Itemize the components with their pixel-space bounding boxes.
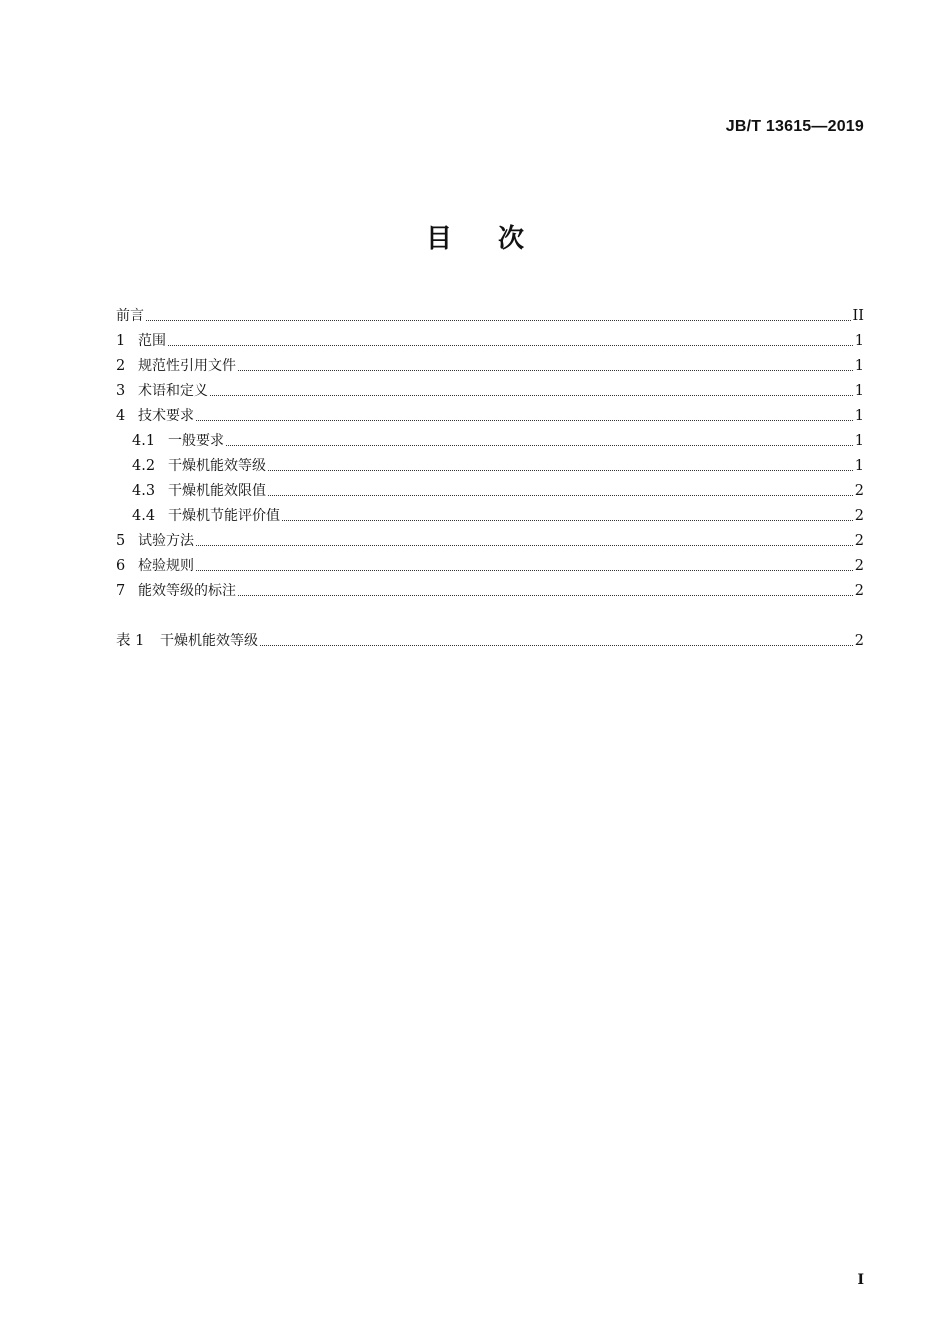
toc-entry-normative-references[interactable] [116,351,864,376]
toc-entry-page: 2 [854,508,864,524]
page-number: I [857,1272,864,1288]
toc-entry-label: 干燥机能效限值 [168,483,266,499]
toc-entry-label: 试验方法 [138,533,194,549]
toc-entry-page: 2 [854,533,864,549]
dot-leader [238,594,853,596]
dot-leader [196,419,853,421]
toc-entry-label: 能效等级的标注 [138,583,236,599]
toc-entry-page: 2 [854,583,864,599]
toc-entry-label: 前言 [116,308,144,324]
toc-entry-table-1[interactable] [116,626,864,651]
toc-entry-number: 7 [116,583,126,599]
toc-entry-number: 4.1 [132,433,156,449]
toc-entry-page: II [852,308,864,324]
table-of-contents [116,301,864,651]
toc-entry-number: 4.4 [132,508,156,524]
toc-entry-inspection-rules[interactable] [116,551,864,576]
dot-leader [268,494,853,496]
toc-entry-label: 检验规则 [138,558,194,574]
toc-entry-page: 1 [854,458,864,474]
toc-entry-page: 1 [854,408,864,424]
toc-entry-number: 6 [116,558,126,574]
toc-entry-number: 3 [116,383,126,399]
dot-leader [282,519,853,521]
dot-leader [146,319,851,321]
toc-entry-label: 技术要求 [138,408,194,424]
dot-leader [196,569,853,571]
toc-entry-foreword[interactable] [116,301,864,326]
toc-entry-number: 4 [116,408,126,424]
dot-leader [260,644,853,646]
toc-entry-number: 4.2 [132,458,156,474]
toc-entry-number: 4.3 [132,483,156,499]
toc-entry-label: 一般要求 [168,433,224,449]
toc-entry-page: 2 [854,558,864,574]
dot-leader [210,394,853,396]
toc-entry-technical-requirements[interactable] [116,401,864,426]
dot-leader [196,544,853,546]
toc-entry-label: 干燥机能效等级 [168,458,266,474]
toc-entry-grade-labeling[interactable] [116,576,864,601]
toc-entry-page: 1 [854,433,864,449]
toc-entry-scope[interactable] [116,326,864,351]
toc-entry-number: 5 [116,533,126,549]
page-title: 目次 [425,224,570,254]
toc-entry-number: 1 [116,333,126,349]
toc-entry-number: 2 [116,358,126,374]
toc-entry-label: 术语和定义 [138,383,208,399]
toc-entry-number: 表 1 [116,633,145,649]
toc-entry-label: 干燥机节能评价值 [168,508,280,524]
toc-entry-page: 1 [854,358,864,374]
toc-entry-page: 2 [854,633,864,649]
standard-code: JB/T 13615—2019 [725,118,864,135]
toc-entry-page: 1 [854,383,864,399]
toc-entry-label: 干燥机能效等级 [160,633,258,649]
dot-leader [168,344,853,346]
toc-entry-evaluation-values[interactable] [116,501,864,526]
toc-entry-page: 2 [854,483,864,499]
toc-entry-efficiency-grades[interactable] [116,451,864,476]
toc-entry-label: 范围 [138,333,166,349]
dot-leader [238,369,853,371]
toc-entry-label: 规范性引用文件 [138,358,236,374]
dot-leader [268,469,853,471]
dot-leader [226,444,853,446]
toc-entry-test-methods[interactable] [116,526,864,551]
toc-entry-general-requirements[interactable] [116,426,864,451]
toc-entry-terms-definitions[interactable] [116,376,864,401]
toc-entry-page: 1 [854,333,864,349]
toc-entry-efficiency-limits[interactable] [116,476,864,501]
